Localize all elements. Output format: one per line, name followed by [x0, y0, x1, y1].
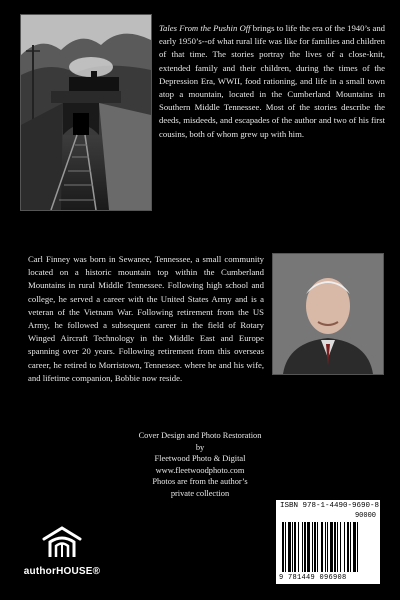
credit-line: by: [195, 442, 205, 452]
price-code: 90000: [354, 512, 376, 520]
credit-line: private collection: [170, 488, 230, 498]
credit-line: Cover Design and Photo Restoration: [138, 431, 262, 440]
credit-website: www.fleetwoodphoto.com: [155, 465, 245, 475]
bio-text: Carl Finney was born in Sewanee, Tennessee, a small community located on a historic mountain top within the Cumberland Mountains in rural Middle Tennessee. Following high school and college, he served a career with the United States Army and is a veteran of the Vietnam War. Following retirement from the US Army, he followed a subsequent career in the field of Rotary Winged Aircraft Technology in the Middle East and Europe spanning over 20 years. Following retirement from this overseas career, he retired to Morristown, Tennessee. where he and his wife, and lifetime companion, Bobbie now reside.: [28, 254, 264, 383]
credit-line: Fleetwood Photo & Digital: [154, 454, 246, 463]
author-photo: [272, 253, 384, 375]
author-bio: [28, 253, 384, 385]
photo-credits: [100, 430, 300, 499]
publisher-logo: [22, 525, 102, 585]
train-tunnel-photo: [20, 14, 152, 211]
publisher-name: authorHOUSE®: [23, 566, 101, 577]
book-title: Tales From the Pushin Off: [159, 23, 251, 33]
isbn-barcode: [276, 500, 380, 584]
authorhouse-logo-icon: [40, 525, 84, 559]
isbn-text: ISBN 978-1-4490-9690-8: [280, 502, 380, 510]
barcode-bars: [280, 522, 376, 572]
book-blurb: [159, 22, 385, 141]
blurb-text: brings to life the era of the 1940’s and early 1950’s--of what rural life was like for families and children of that time. The stories portray the lives of a close-knit, extended family and their children, during the times of the Depression Era, WWII, food rationing, and life in a small town atop a mountain, located in the Cumberland Mountains in Southern Middle Tennessee. Most of the stories describe the deeds, misdeeds, and escapades of the author and two of his first cousins, both of whom grew up with him.: [159, 23, 386, 139]
ean-number: 9 781449 096908: [279, 574, 347, 582]
credit-line: Photos are from the author’s: [152, 477, 248, 486]
